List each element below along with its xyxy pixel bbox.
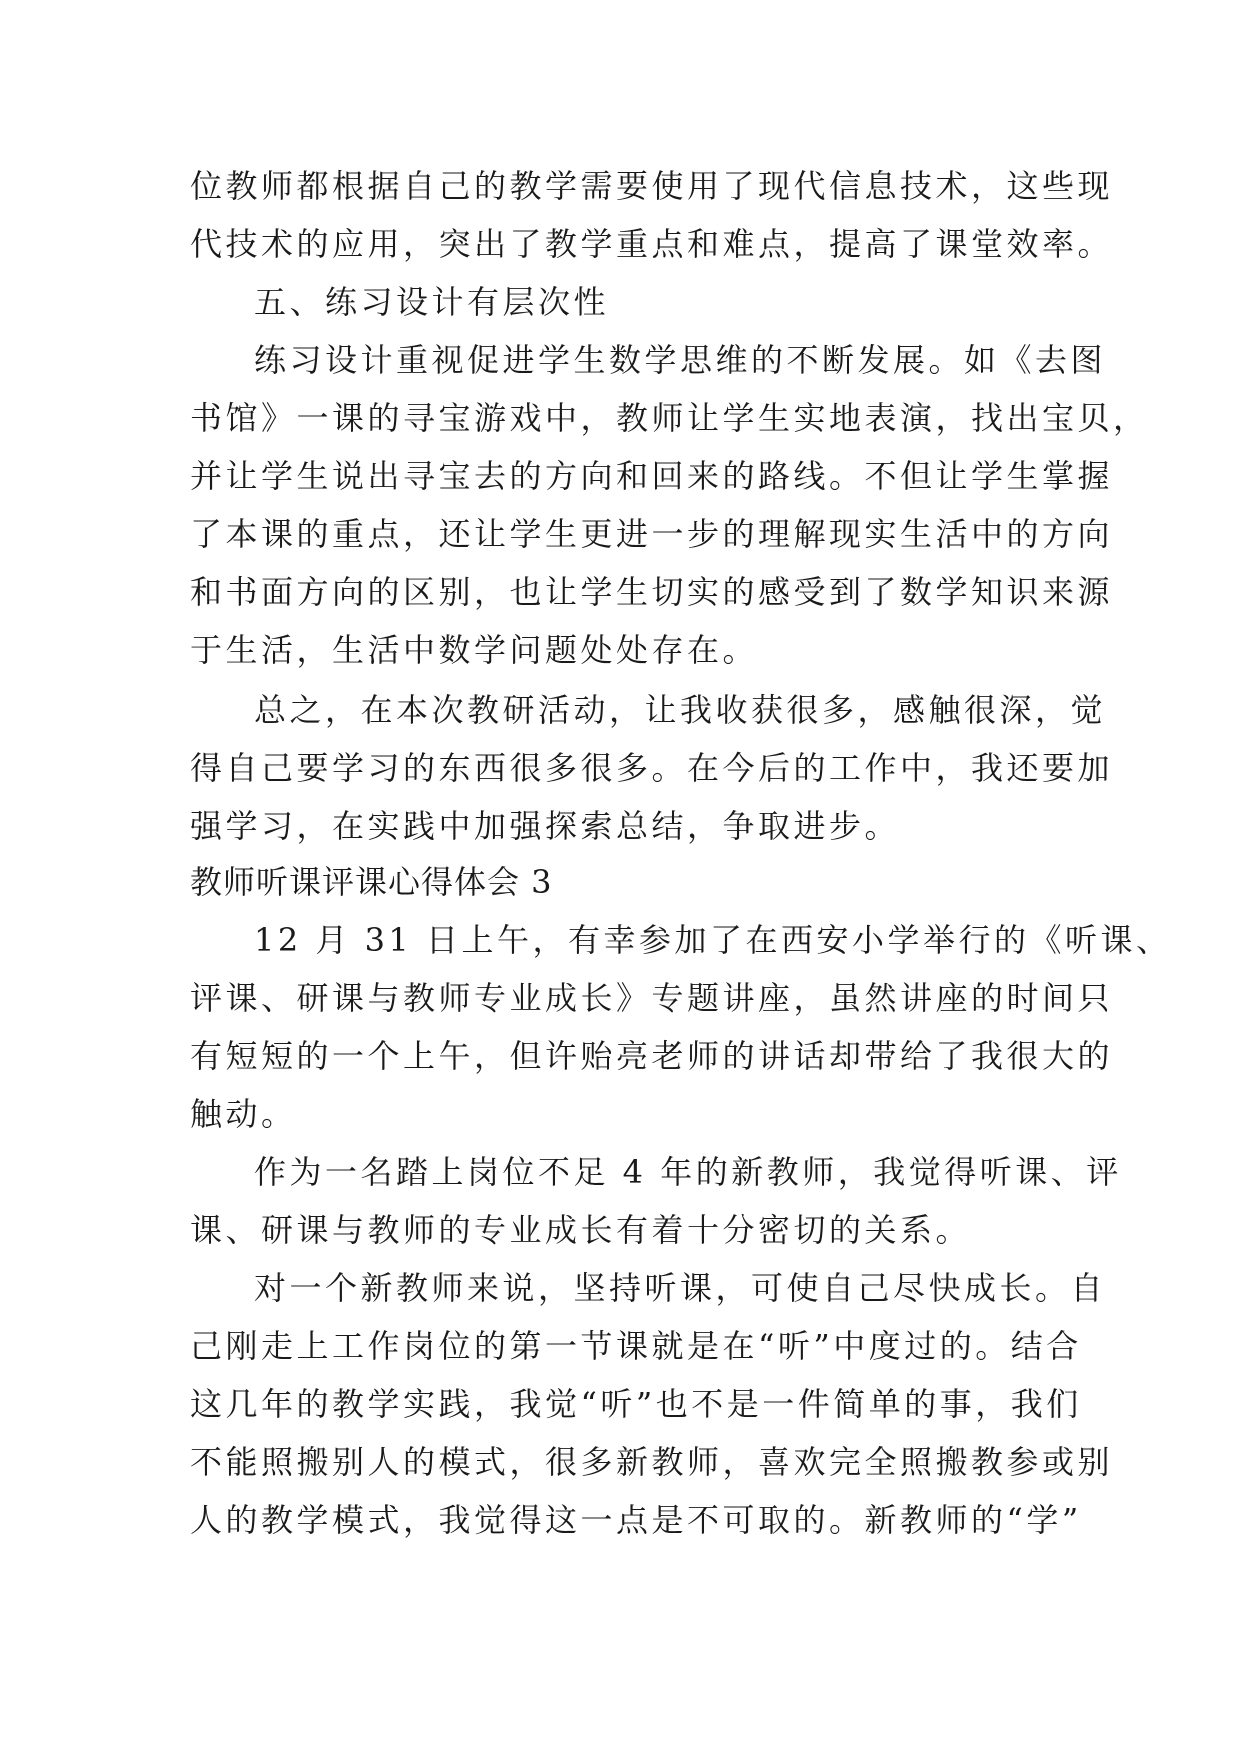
section-heading: 五、练习设计有层次性 (254, 283, 610, 321)
paragraph-line: 触动。 (190, 1095, 297, 1133)
paragraph-line: 评课、研课与教师专业成长》专题讲座，虽然讲座的时间只 (190, 979, 1114, 1017)
paragraph-line: 不能照搬别人的模式，很多新教师，喜欢完全照搬教参或别 (190, 1443, 1114, 1481)
paragraph-line: 总之，在本次教研活动，让我收获很多，感触很深，觉 (254, 691, 1107, 729)
paragraph-line: 人的教学模式，我觉得这一点是不可取的。新教师的“学” (190, 1501, 1082, 1539)
paragraph-line: 了本课的重点，还让学生更进一步的理解现实生活中的方向 (190, 515, 1114, 553)
paragraph-line: 书馆》一课的寻宝游戏中，教师让学生实地表演，找出宝贝， (190, 399, 1149, 437)
paragraph-line: 12 月 31 日上午，有幸参加了在西安小学举行的《听课、 (254, 921, 1172, 959)
paragraph-line: 代技术的应用，突出了教学重点和难点，提高了课堂效率。 (190, 225, 1114, 263)
paragraph-line: 课、研课与教师的专业成长有着十分密切的关系。 (190, 1211, 972, 1249)
paragraph-line: 得自己要学习的东西很多很多。在今后的工作中，我还要加 (190, 749, 1114, 787)
paragraph-line: 这几年的教学实践，我觉“听”也不是一件简单的事，我们 (190, 1385, 1082, 1423)
paragraph-line: 己刚走上工作岗位的第一节课就是在“听”中度过的。结合 (190, 1327, 1082, 1365)
paragraph-line: 强学习，在实践中加强探索总结，争取进步。 (190, 807, 901, 845)
paragraph-line: 对一个新教师来说，坚持听课，可使自己尽快成长。自 (254, 1269, 1107, 1307)
paragraph-line: 有短短的一个上午，但许贻亮老师的讲话却带给了我很大的 (190, 1037, 1114, 1075)
paragraph-line: 练习设计重视促进学生数学思维的不断发展。如《去图 (254, 341, 1107, 379)
article-title: 教师听课评课心得体会 3 (190, 863, 553, 901)
paragraph-line: 位教师都根据自己的教学需要使用了现代信息技术，这些现 (190, 167, 1114, 205)
paragraph-line: 于生活，生活中数学问题处处存在。 (190, 631, 759, 669)
paragraph-line: 并让学生说出寻宝去的方向和回来的路线。不但让学生掌握 (190, 457, 1114, 495)
paragraph-line: 作为一名踏上岗位不足 4 年的新教师，我觉得听课、评 (254, 1153, 1122, 1191)
paragraph-line: 和书面方向的区别，也让学生切实的感受到了数学知识来源 (190, 573, 1114, 611)
